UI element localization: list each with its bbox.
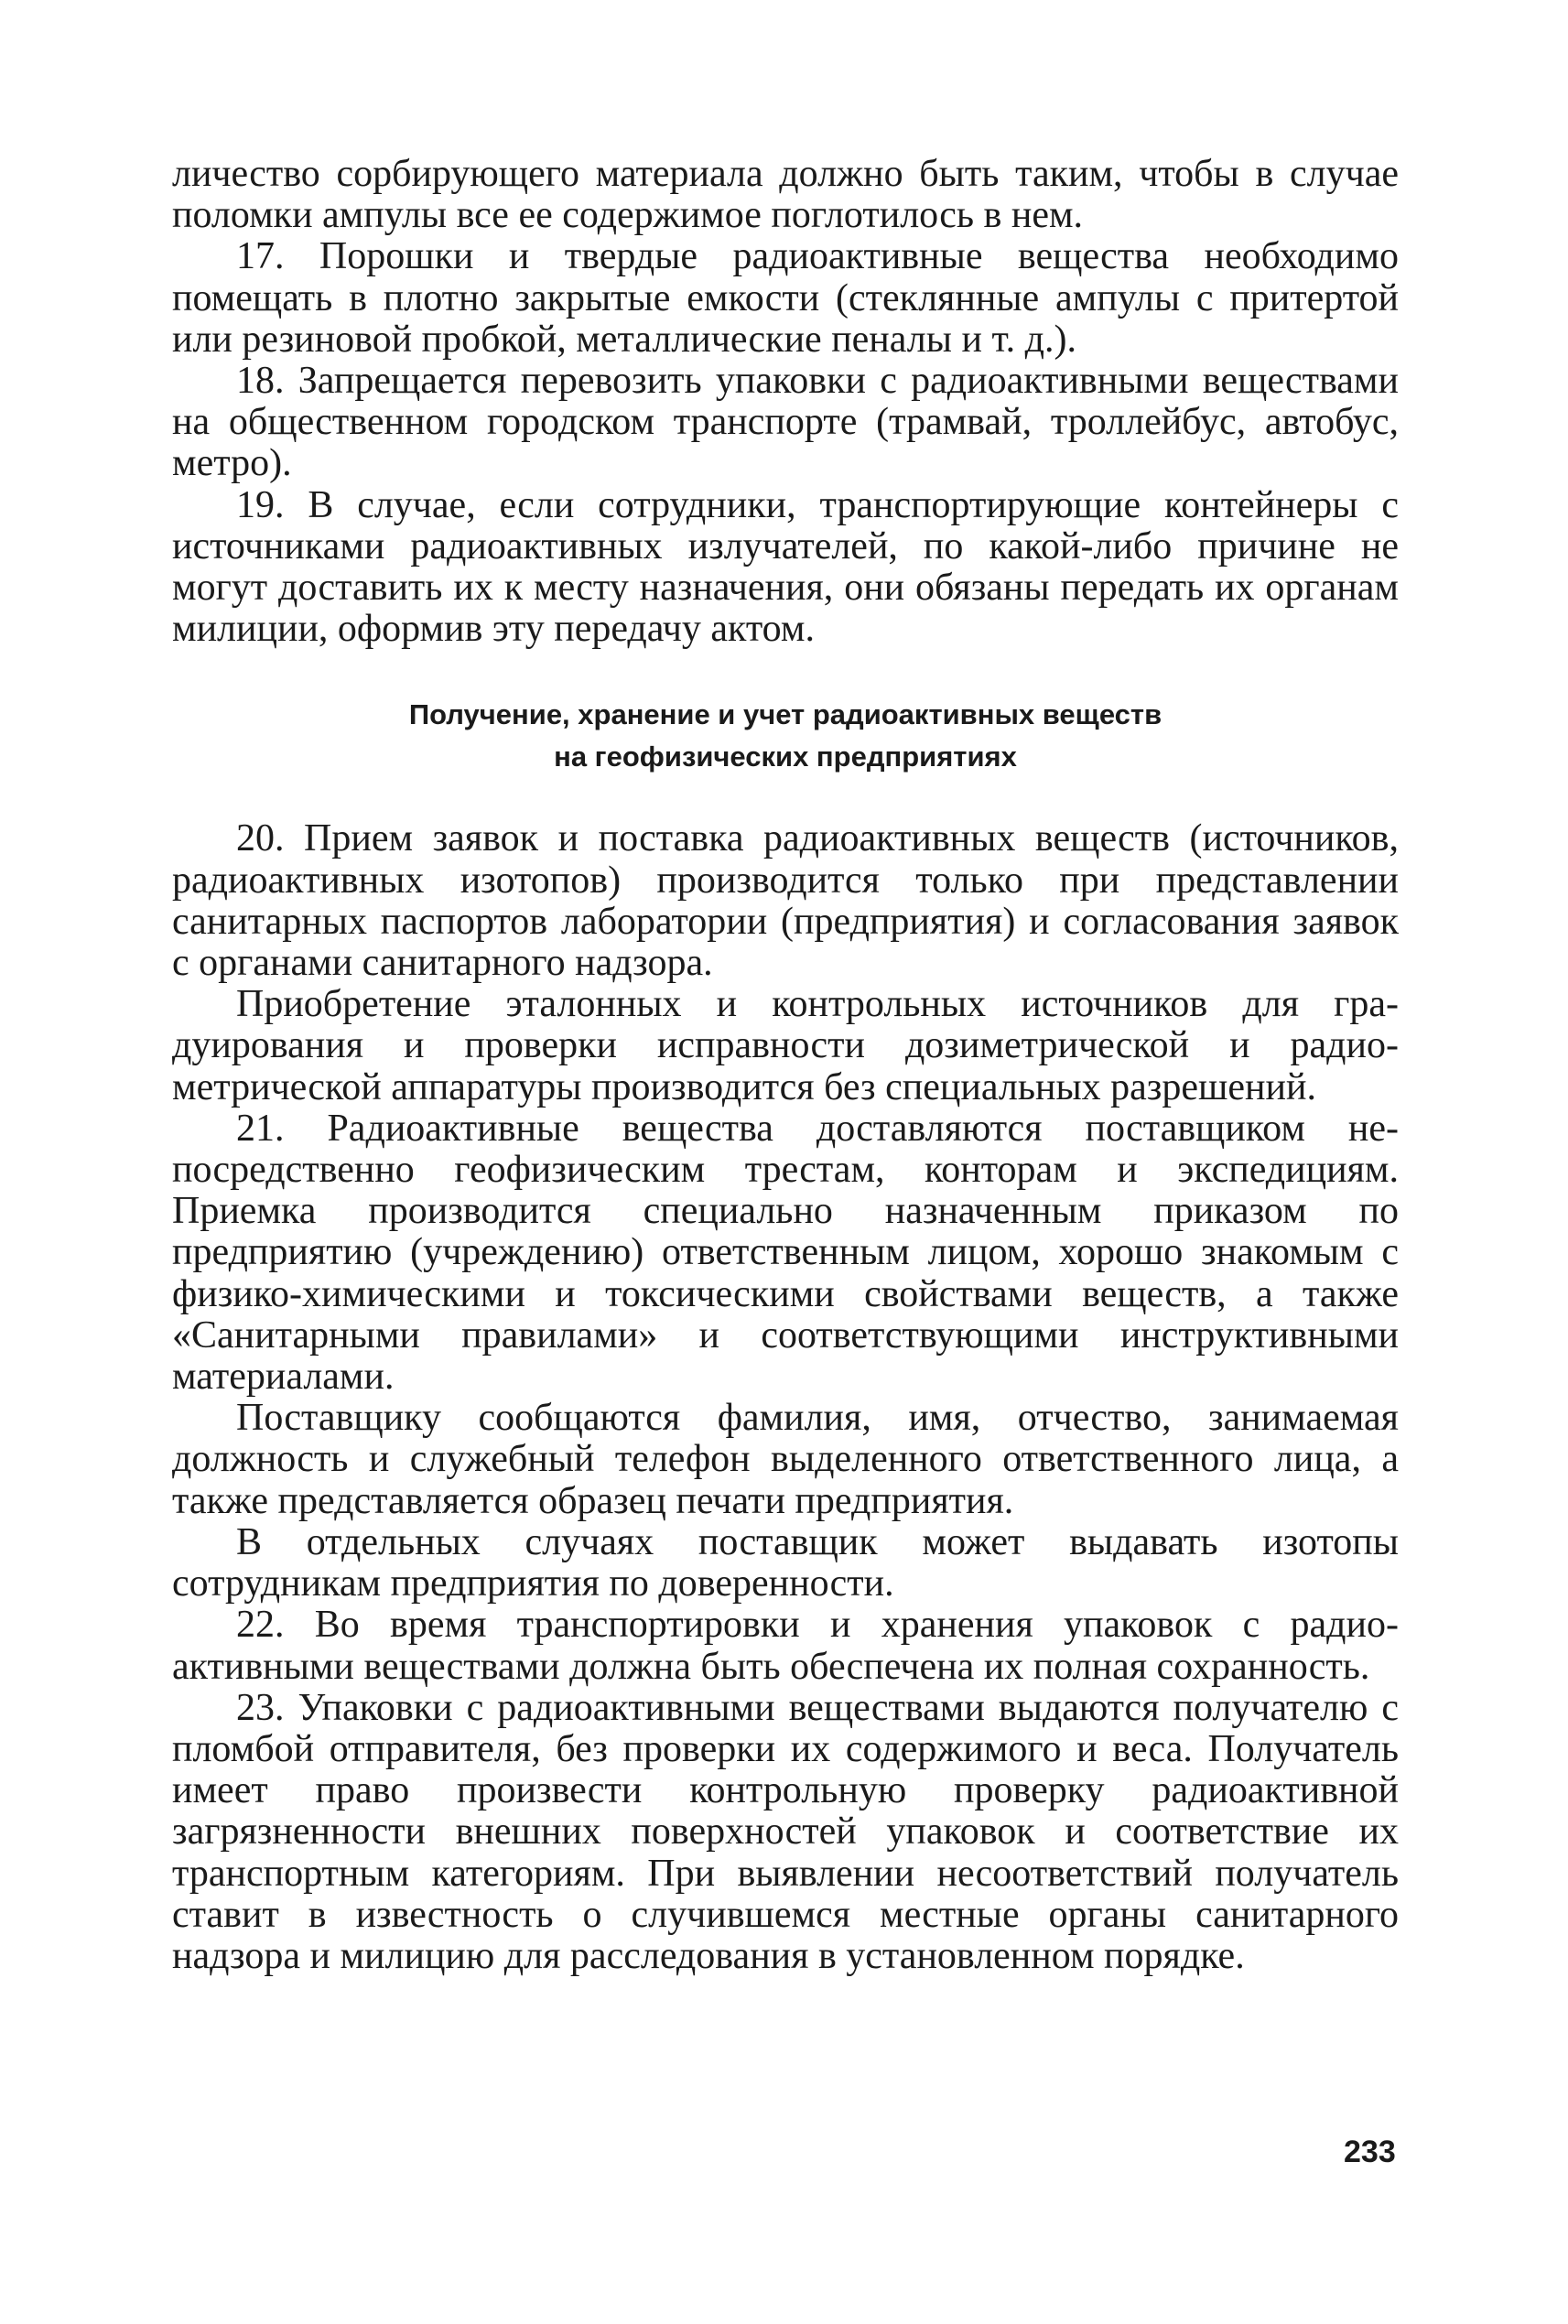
- paragraph-17: 17. Порошки и твердые радиоактивные вещества необходимо помещать в плотно закрытые емкости (стеклянные ампулы с притертой или резиновой пробкой, металлические пеналы и т. д.).: [172, 235, 1399, 361]
- paragraph-18: 18. Запрещается перевозить упаковки с радиоактивными веществами на общественном городском транспорте (трамвай, троллейбус, автобус, метро).: [172, 360, 1399, 485]
- paragraph-20-continued: Приобретение эталонных и контрольных источников для градуирования и проверки исправности дозиметрической и радиометрической аппаратуры производится без специальных разрешений.: [172, 983, 1399, 1108]
- paragraph-19: 19. В случае, если сотрудники, транспортирующие контейнеры с источниками радиоактивных излучателей, по какой-либо причине не могут доставить их к месту назначения, они обязаны передать их органам милиции, оформив эту передачу актом.: [172, 483, 1399, 651]
- section-heading-line-1: Получение, хранение и учет радиоактивных веществ: [408, 698, 1162, 731]
- paragraph-23: 23. Упаковки с радиоактивными веществами выдаются получателю с пломбой отправителя, без проверки их содержимого и веса. Получатель имеет право произвести контрольную проверку радиоактивной загрязненности внешних поверхностей упаковок и соответствие их транспортным категориям. При выявлении несоответствий получатель ставит в известность о случившемся местные органы санитарного надзора и милицию для расследования в установленном порядке.: [172, 1686, 1399, 1977]
- paragraph-20: 20. Прием заявок и поставка радиоактивных веществ (источников, радиоактивных изотопов) производится только при представлении санитарных паспортов лаборатории (предприятия) и согласования заявок с органами санитарного надзора.: [172, 817, 1399, 985]
- paragraph-21: 21. Радиоактивные вещества доставляются поставщиком непосредственно геофизическим трестам, конторам и экспедициям. Приемка производится специально назначенным приказом по предприятию (учреждению) ответственным лицом, хорошо знакомым с физико-химическими и токсическими свойствами веществ, а также «Санитарными правилами» и соответствующими инструктивными материалами.: [172, 1107, 1399, 1399]
- paragraph-continuation: личество сорбирующего материала должно быть таким, чтобы в случае поломки ампулы все ее содержимое поглотилось в нем.: [172, 153, 1399, 237]
- paragraph-21-supplier: Поставщику сообщаются фамилия, имя, отчество, занимаемая должность и служебный телефон выделенного ответственного лица, а также представляется образец печати предприятия.: [172, 1397, 1399, 1522]
- document-page: [172, 154, 1399, 1977]
- page-number: 233: [1344, 2135, 1396, 2169]
- section-heading-line-2: на геофизических предприятиях: [554, 740, 1017, 773]
- paragraph-21-proxy: В отдельных случаях поставщик может выдавать изотопы сотрудникам предприятия по доверенности.: [172, 1520, 1399, 1605]
- section-heading: [172, 694, 1399, 778]
- paragraph-22: 22. Во время транспортировки и хранения упаковок с радиоактивными веществами должна быть обеспечена их полная сохранность.: [172, 1604, 1399, 1688]
